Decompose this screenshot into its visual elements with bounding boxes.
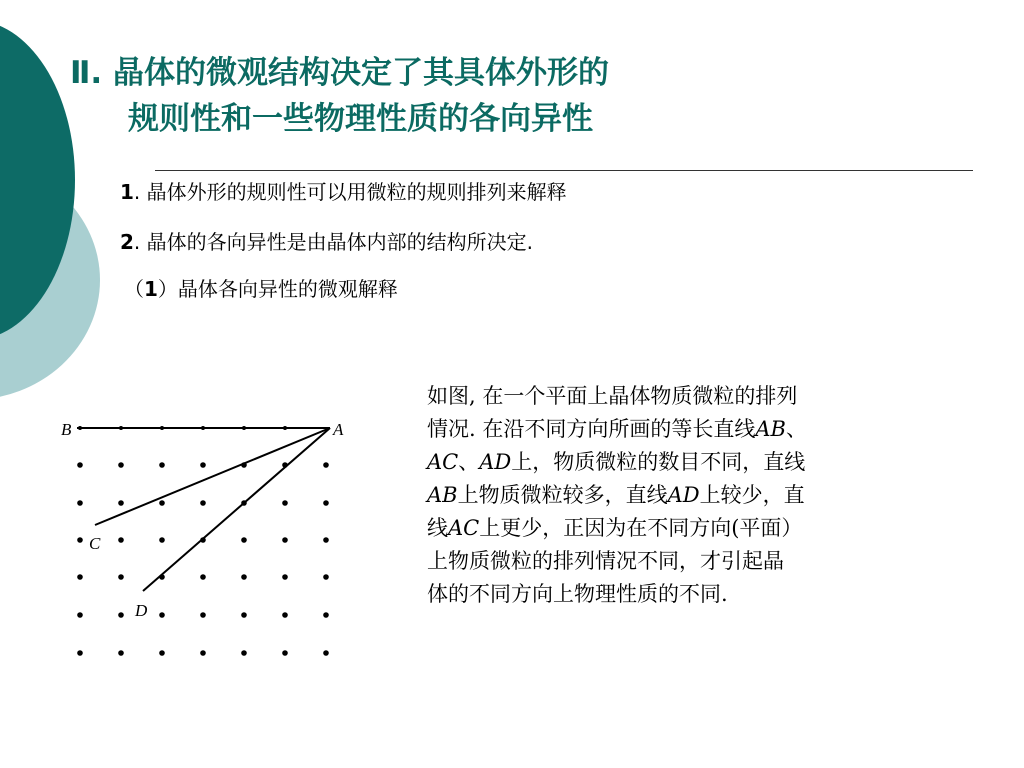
lattice-dot <box>323 500 329 506</box>
lattice-dot <box>282 612 288 618</box>
point-2 <box>120 228 533 256</box>
lattice-dot <box>241 650 247 656</box>
lattice-dot <box>241 537 247 543</box>
label-a: A <box>333 420 344 439</box>
point-2-text: 晶体的各向异性是由晶体内部的结构所决定. <box>146 230 533 254</box>
line-name-ac: AC <box>427 450 459 474</box>
explanation-line-2 <box>427 413 937 446</box>
slide-title <box>70 50 890 142</box>
lattice-dot <box>118 500 124 506</box>
label-c: C <box>89 534 101 553</box>
lattice-dot <box>77 650 83 656</box>
explanation-text: 、 <box>458 450 480 474</box>
explanation-line-4 <box>427 479 937 512</box>
lattice-dot <box>323 462 329 468</box>
lattice-dot <box>77 612 83 618</box>
explanation-text: 线 <box>427 516 448 540</box>
lattice-dot <box>77 574 83 580</box>
lattice-dot <box>241 574 247 580</box>
lattice-dot <box>159 650 165 656</box>
explanation-line-3 <box>427 446 937 479</box>
lattice-dot <box>200 574 206 580</box>
point-1 <box>120 178 567 206</box>
title-divider <box>155 170 973 171</box>
subheading-close: ） <box>157 277 178 301</box>
lattice-dot <box>282 574 288 580</box>
lattice-dot <box>282 537 288 543</box>
point-2-separator: . <box>133 230 147 254</box>
explanation-text: 上更少，正因为在不同方向(平面） <box>479 516 803 540</box>
explanation-text: 上物质微粒的排列情况不同，才引起晶 <box>427 549 784 573</box>
lattice-dots <box>77 426 329 656</box>
lattice-dot <box>118 574 124 580</box>
lattice-dot <box>159 612 165 618</box>
line-name-ab: AB <box>427 483 458 507</box>
lattice-dot <box>118 650 124 656</box>
label-b: B <box>61 420 72 439</box>
lattice-dot <box>77 500 83 506</box>
lattice-dot <box>200 500 206 506</box>
lattice-dot <box>282 650 288 656</box>
explanation-line-1 <box>427 380 937 413</box>
lattice-dot <box>77 462 83 468</box>
line-name-ad: AD <box>479 450 512 474</box>
title-line-2: 规则性和一些物理性质的各向异性 <box>128 101 593 137</box>
line-name-ac: AC <box>448 516 480 540</box>
explanation-line-6 <box>427 545 937 578</box>
lattice-dot <box>118 612 124 618</box>
explanation-text: 情况. 在沿不同方向所画的等长直线 <box>427 417 756 441</box>
subheading-number: 1 <box>144 277 158 301</box>
explanation-text: 上，物质微粒的数目不同，直线 <box>511 450 806 474</box>
explanation-text: 、 <box>785 417 807 441</box>
lattice-dot <box>200 612 206 618</box>
lattice-dot <box>241 612 247 618</box>
lattice-dot <box>323 650 329 656</box>
lattice-dot <box>118 537 124 543</box>
lattice-dot <box>159 500 165 506</box>
lattice-dot <box>200 650 206 656</box>
subheading <box>124 275 398 303</box>
label-d: D <box>135 601 148 620</box>
lattice-dot <box>200 462 206 468</box>
point-2-number: 2 <box>120 230 134 254</box>
lattice-dot <box>323 574 329 580</box>
point-1-number: 1 <box>120 180 134 204</box>
line-ad <box>143 428 330 591</box>
lattice-dot <box>159 462 165 468</box>
subheading-open: （ <box>124 277 144 301</box>
subheading-text: 晶体各向异性的微观解释 <box>177 277 398 301</box>
line-ac <box>95 428 330 525</box>
explanation-text: 上物质微粒较多，直线 <box>457 483 668 507</box>
explanation-line-5 <box>427 512 937 545</box>
point-1-separator: . <box>133 180 147 204</box>
lattice-dot <box>323 537 329 543</box>
explanation-text: 如图, 在一个平面上晶体物质微粒的排列 <box>427 384 798 408</box>
lattice-dot <box>323 612 329 618</box>
lattice-dot <box>282 500 288 506</box>
lattice-dot <box>118 462 124 468</box>
lattice-diagram <box>55 405 360 670</box>
line-name-ab: AB <box>755 417 786 441</box>
title-line-1: Ⅱ. 晶体的微观结构决定了其具体外形的 <box>70 55 609 91</box>
explanation-text: 体的不同方向上物理性质的不同. <box>427 582 728 606</box>
point-1-text: 晶体外形的规则性可以用微粒的规则排列来解释 <box>146 180 567 204</box>
lattice-dot <box>159 537 165 543</box>
explanation-line-7 <box>427 578 937 611</box>
explanation-text: 上较少，直 <box>699 483 805 507</box>
line-name-ad: AD <box>667 483 700 507</box>
lattice-dot <box>77 537 83 543</box>
explanation-paragraph <box>427 380 937 611</box>
